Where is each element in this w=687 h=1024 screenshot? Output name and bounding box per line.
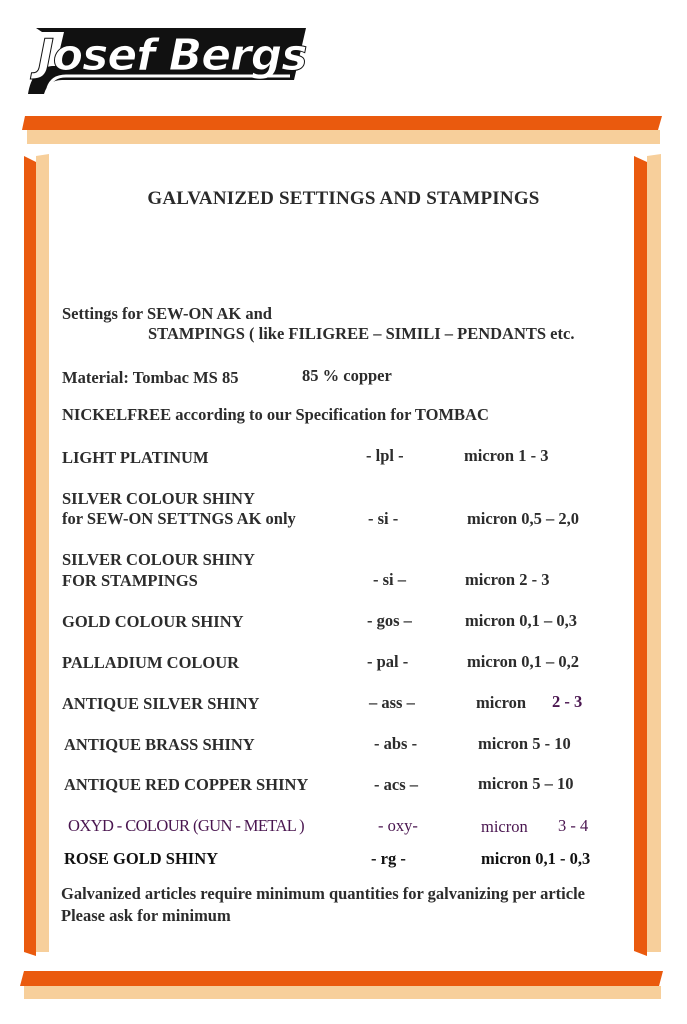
finish-name-sub: for SEW-ON SETTNGS AK only <box>62 509 296 528</box>
svg-text:Josef Bergs: Josef Bergs <box>37 30 307 81</box>
finish-micron: micron 0,1 – 0,3 <box>465 611 577 630</box>
finish-micron: micron 1 - 3 <box>464 446 549 465</box>
document-title: GALVANIZED SETTINGS AND STAMPINGS <box>147 188 540 209</box>
finish-micron-value: 3 - 4 <box>558 816 589 835</box>
finish-micron: micron 5 - 10 <box>478 734 571 753</box>
finish-code: - abs - <box>374 734 418 753</box>
finish-code: - acs – <box>374 775 418 794</box>
finish-micron: micron 0,1 - 0,3 <box>481 849 591 868</box>
top-ribbon-light <box>27 130 660 144</box>
finish-name: ROSE GOLD SHINY <box>64 849 219 868</box>
left-ribbon-light <box>36 154 49 952</box>
intro-line-1: Settings for SEW-ON AK and <box>62 304 272 323</box>
finish-code: - rg - <box>371 849 406 868</box>
josef-bergs-logo <box>22 18 312 108</box>
right-ribbon-dark <box>634 156 647 956</box>
finish-name: ANTIQUE BRASS SHINY <box>64 735 255 754</box>
finish-code: - oxy- <box>378 816 418 835</box>
intro-line-2: STAMPINGS ( like FILIGREE – SIMILI – PENDANTS etc. <box>148 324 575 343</box>
finish-micron: micron <box>481 817 528 836</box>
finish-code: - lpl - <box>366 446 404 465</box>
finish-name: SILVER COLOUR SHINY <box>62 489 255 508</box>
finish-name: ANTIQUE RED COPPER SHINY <box>64 775 309 794</box>
left-ribbon-dark <box>24 156 36 956</box>
finish-name: LIGHT PLATINUM <box>62 448 209 467</box>
finish-name-sub: FOR STAMPINGS <box>62 571 198 590</box>
top-ribbon-dark <box>22 116 662 130</box>
finish-name: OXYD - COLOUR (GUN - METAL ) <box>68 816 305 835</box>
finish-micron: micron 0,1 – 0,2 <box>467 652 579 671</box>
material-label: Material: Tombac MS 85 <box>62 368 239 387</box>
finish-code: - si – <box>373 570 406 589</box>
finish-name: PALLADIUM COLOUR <box>62 653 240 672</box>
finish-micron: micron 2 - 3 <box>465 570 550 589</box>
bottom-ribbon-light <box>24 986 661 999</box>
bottom-ribbon-dark <box>20 971 663 986</box>
finish-code: - gos – <box>367 611 412 630</box>
finish-code: - si - <box>368 509 399 528</box>
finish-code: - pal - <box>367 652 409 671</box>
finish-name: SILVER COLOUR SHINY <box>62 550 255 569</box>
finish-micron-value: 2 - 3 <box>552 692 583 711</box>
material-value: 85 % copper <box>302 366 392 385</box>
finish-micron: micron 5 – 10 <box>478 774 574 793</box>
footer-note-2: Please ask for minimum <box>61 906 231 925</box>
finish-micron: micron 0,5 – 2,0 <box>467 509 579 528</box>
finish-micron: micron <box>476 693 527 712</box>
footer-note-1: Galvanized articles require minimum quantities for galvanizing per article <box>61 884 585 903</box>
finish-name: GOLD COLOUR SHINY <box>62 612 244 631</box>
right-ribbon-light <box>647 154 661 952</box>
finish-code: – ass – <box>369 693 415 712</box>
nickelfree-note: NICKELFREE according to our Specification for TOMBAC <box>62 405 489 424</box>
finish-name: ANTIQUE SILVER SHINY <box>62 694 260 713</box>
